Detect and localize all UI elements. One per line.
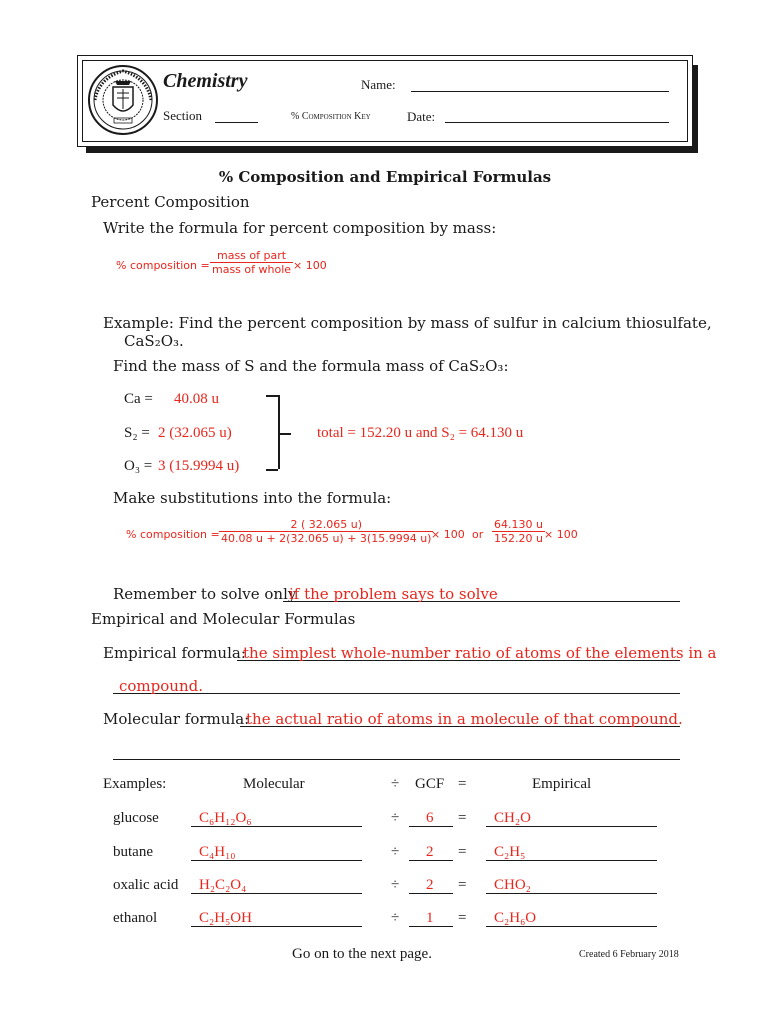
row-equals: = xyxy=(458,810,467,826)
name-label: Name: xyxy=(361,77,396,92)
formula-fraction xyxy=(210,249,293,276)
brace-bottom xyxy=(266,469,278,471)
alternate-numerator: 64.130 u xyxy=(494,518,543,531)
row-gcf: 2 xyxy=(426,844,434,860)
o3-label: O₃ = xyxy=(124,458,153,474)
row-gcf: 1 xyxy=(426,910,434,926)
empirical-answer-1: the simplest whole-number ratio of atoms of the elements in a xyxy=(243,644,717,662)
empirical-molecular-heading: Empirical and Molecular Formulas xyxy=(91,610,356,628)
example-line-2: CaS₂O₃. xyxy=(124,332,184,350)
substitution-or: or xyxy=(472,528,484,541)
school-seal-icon xyxy=(87,63,159,137)
row-molecular: C₂H₅OH xyxy=(199,910,252,926)
total-value: total = 152.20 u and S₂ = 64.130 u xyxy=(317,425,524,441)
ca-value: 40.08 u xyxy=(174,391,219,407)
empirical-label: Empirical formula: xyxy=(103,644,246,662)
column-molecular: Molecular xyxy=(243,776,305,792)
molecular-field-2[interactable] xyxy=(113,759,680,760)
row-empirical: C₂H₆O xyxy=(494,910,537,926)
brace-spine xyxy=(266,395,280,469)
row-divide: ÷ xyxy=(391,810,400,826)
row-empirical: CHO₂ xyxy=(494,877,531,893)
row-divide: ÷ xyxy=(391,877,400,893)
row-equals: = xyxy=(458,844,467,860)
formula-lhs: % composition = xyxy=(116,259,210,272)
created-date: Created 6 February 2018 xyxy=(579,949,679,960)
row-empirical: C₂H₅ xyxy=(494,844,526,860)
example-line-1: Example: Find the percent composition by mass of sulfur in calcium thiosulfate, xyxy=(103,314,712,332)
row-equals: = xyxy=(458,910,467,926)
remember-answer: if the problem says to solve xyxy=(289,585,498,603)
alternate-denominator: 152.20 u xyxy=(494,532,543,545)
row-molecular: C₆H₁₂O₆ xyxy=(199,810,252,826)
alternate-times: × 100 xyxy=(544,528,578,541)
row-compound-name: oxalic acid xyxy=(113,877,179,893)
date-label: Date: xyxy=(407,109,436,124)
row-molecular: C₄H₁₀ xyxy=(199,844,236,860)
column-equals: = xyxy=(458,776,467,792)
row-molecular: H₂C₂O₄ xyxy=(199,877,247,893)
molecular-label: Molecular formula: xyxy=(103,710,250,728)
column-divide: ÷ xyxy=(391,776,400,792)
row-empirical: CH₂O xyxy=(494,810,531,826)
alternate-fraction xyxy=(492,518,545,545)
find-line: Find the mass of S and the formula mass of CaS₂O₃: xyxy=(113,357,509,375)
column-empirical: Empirical xyxy=(532,776,592,792)
row-gcf: 6 xyxy=(426,810,434,826)
substitution-lhs: % composition = xyxy=(126,528,220,541)
molecular-answer: the actual ratio of atoms in a molecule of that compound. xyxy=(246,710,683,728)
row-equals: = xyxy=(458,877,467,893)
subject-title: Chemistry xyxy=(163,70,248,92)
formula-prompt: Write the formula for percent composition by mass: xyxy=(103,219,497,237)
row-divide: ÷ xyxy=(391,910,400,926)
next-page-note: Go on to the next page. xyxy=(292,946,432,962)
formula-numerator: mass of part xyxy=(216,249,287,262)
substitution-denominator: 40.08 u + 2(32.065 u) + 3(15.9994 u) xyxy=(221,532,432,545)
formula-denominator: mass of whole xyxy=(212,263,292,276)
empirical-answer-2: compound. xyxy=(119,677,203,695)
column-gcf: GCF xyxy=(415,776,445,792)
substitution-fraction xyxy=(219,518,433,545)
formula-times: × 100 xyxy=(293,259,327,272)
remember-label: Remember to solve only xyxy=(113,585,297,603)
page-title: % Composition and Empirical Formulas xyxy=(218,168,552,186)
examples-label: Examples: xyxy=(103,776,167,792)
ca-label: Ca = xyxy=(124,391,153,407)
substitution-times: × 100 xyxy=(431,528,465,541)
substitution-numerator: 2 ( 32.065 u) xyxy=(290,518,362,531)
row-compound-name: butane xyxy=(113,844,153,860)
date-field[interactable] xyxy=(445,122,669,123)
substitution-prompt: Make substitutions into the formula: xyxy=(113,489,392,507)
row-gcf: 2 xyxy=(426,877,434,893)
row-compound-name: glucose xyxy=(113,810,159,826)
o3-value: 3 (15.9994 u) xyxy=(158,458,240,474)
percent-composition-heading: Percent Composition xyxy=(91,193,250,211)
section-field[interactable] xyxy=(215,122,258,123)
brace-tip xyxy=(279,433,291,435)
row-compound-name: ethanol xyxy=(113,910,158,926)
s2-label: S₂ = xyxy=(124,425,150,441)
s2-value: 2 (32.065 u) xyxy=(158,425,232,441)
row-divide: ÷ xyxy=(391,844,400,860)
section-label: Section xyxy=(163,108,202,123)
name-field[interactable] xyxy=(411,91,669,92)
key-label: % Composition Key xyxy=(291,111,371,122)
